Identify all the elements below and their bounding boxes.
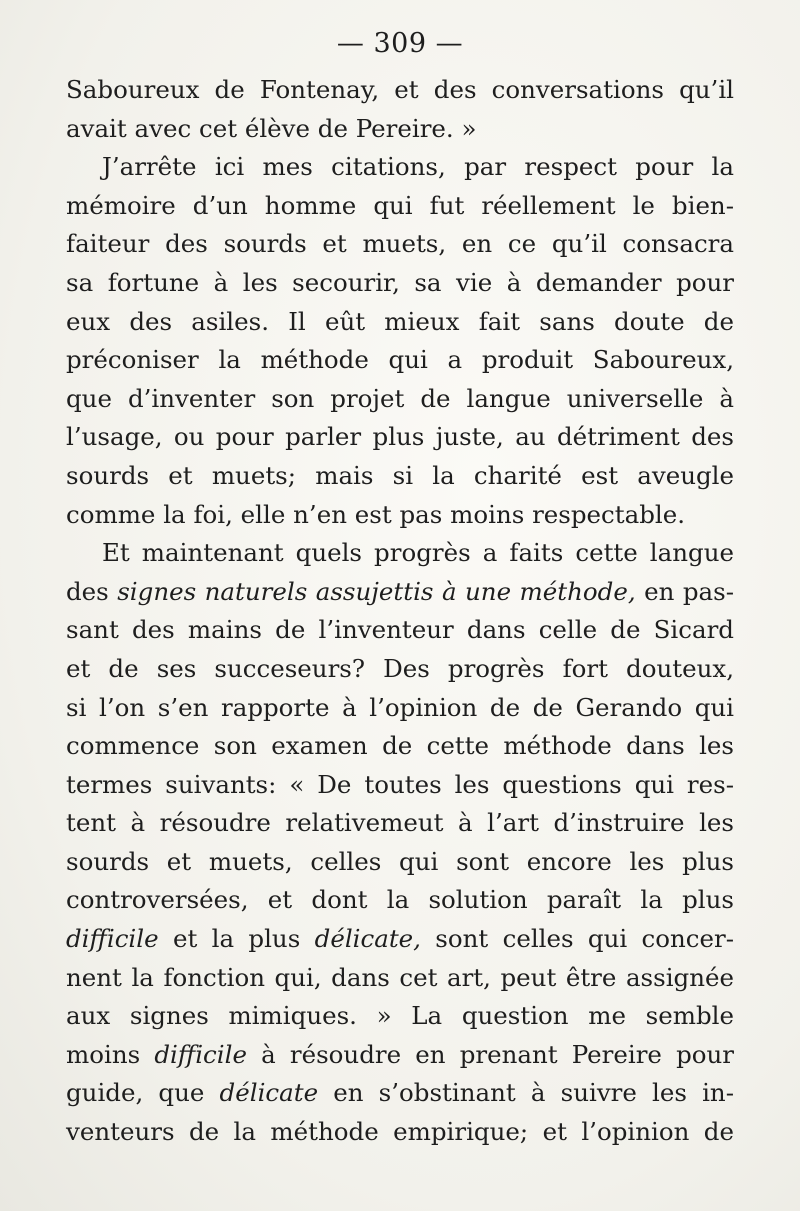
page-number: — 309 — — [336, 28, 464, 59]
text-line — [66, 727, 734, 766]
text-segment: à résoudre en prenant Pereire pour — [246, 1039, 734, 1069]
text-line — [66, 804, 734, 843]
text-line — [66, 264, 734, 303]
text-segment: faiteur des sourds et muets, en ce qu’il consacra — [66, 229, 734, 259]
body-text — [66, 71, 734, 1152]
text-line — [66, 341, 734, 380]
text-line — [66, 997, 734, 1036]
text-segment: en s’obstinant à suivre les in- — [318, 1078, 734, 1108]
text-line — [66, 187, 734, 226]
text-line — [66, 959, 734, 998]
text-segment: J’arrête ici mes citations, par respect pour la — [102, 152, 734, 182]
text-segment: avait avec cet élève de Pereire. » — [66, 113, 477, 143]
text-line — [66, 110, 734, 149]
text-segment: moins — [66, 1039, 155, 1069]
text-segment: et de ses succeseurs? Des progrès fort douteux, — [66, 653, 734, 683]
text-line — [66, 766, 734, 805]
text-segment: commence son examen de cette méthode dans les — [66, 731, 734, 761]
text-line — [66, 920, 734, 959]
text-segment: termes suivants: « De toutes les questions qui res- — [66, 769, 734, 799]
text-line — [66, 534, 734, 573]
text-segment: eux des asiles. Il eût mieux fait sans doute de — [66, 306, 734, 336]
text-segment: aux signes mimiques. » La question me semble — [66, 1001, 734, 1031]
italic-text: délicate — [219, 1078, 319, 1108]
text-line — [66, 1074, 734, 1113]
text-segment: que d’inventer son projet de langue universelle à — [66, 383, 734, 413]
italic-text: signes naturels assujettis à une méthode, — [117, 576, 636, 606]
text-segment: guide, que — [66, 1078, 220, 1108]
text-segment: comme la foi, elle n’en est pas moins respectable. — [66, 499, 686, 529]
text-segment: l’usage, ou pour parler plus juste, au détriment des — [66, 422, 734, 452]
text-segment: et la plus — [158, 924, 315, 954]
text-segment: des — [66, 576, 118, 606]
italic-text: difficile — [66, 924, 159, 954]
text-line — [66, 689, 734, 728]
text-line — [66, 881, 734, 920]
text-segment: sant des mains de l’inventeur dans celle de Sicard — [66, 615, 734, 645]
text-segment: Saboureux de Fontenay, et des conversations qu’il — [66, 75, 734, 104]
text-line — [66, 380, 734, 419]
italic-text: difficile — [154, 1039, 247, 1069]
text-line — [66, 496, 734, 535]
text-line — [66, 1113, 734, 1152]
text-segment: préconiser la méthode qui a produit Saboureux, — [66, 345, 734, 375]
text-segment: sa fortune à les secourir, sa vie à demander pour — [66, 267, 734, 297]
text-line — [66, 1036, 734, 1075]
text-line — [66, 148, 734, 187]
text-segment: controversées, et dont la solution paraît la plus — [66, 885, 734, 915]
text-segment: nent la fonction qui, dans cet art, peut être assignée — [66, 962, 734, 992]
text-segment: tent à résoudre relativemeut à l’art d’instruire les — [66, 808, 734, 838]
text-line — [66, 457, 734, 496]
text-line — [66, 573, 734, 612]
text-line — [66, 418, 734, 457]
text-line — [66, 650, 734, 689]
text-line — [66, 303, 734, 342]
text-segment: si l’on s’en rapporte à l’opinion de de Gerando qui — [66, 692, 734, 722]
text-segment: venteurs de la méthode empirique; et l’opinion de — [66, 1117, 734, 1147]
text-line — [66, 225, 734, 264]
text-line — [66, 611, 734, 650]
text-segment: sourds et muets, celles qui sont encore les plus — [66, 846, 734, 876]
text-line — [66, 71, 734, 110]
text-segment: en pas- — [635, 576, 735, 606]
text-segment: Et maintenant quels progrès a faits cette langue — [102, 538, 734, 568]
text-segment: mémoire d’un homme qui fut réellement le bien- — [66, 190, 734, 220]
text-segment: sourds et muets; mais si la charité est aveugle — [66, 460, 734, 490]
italic-text: délicate, — [314, 924, 421, 954]
text-segment: sont celles qui concer- — [420, 924, 735, 954]
text-line — [66, 843, 734, 882]
